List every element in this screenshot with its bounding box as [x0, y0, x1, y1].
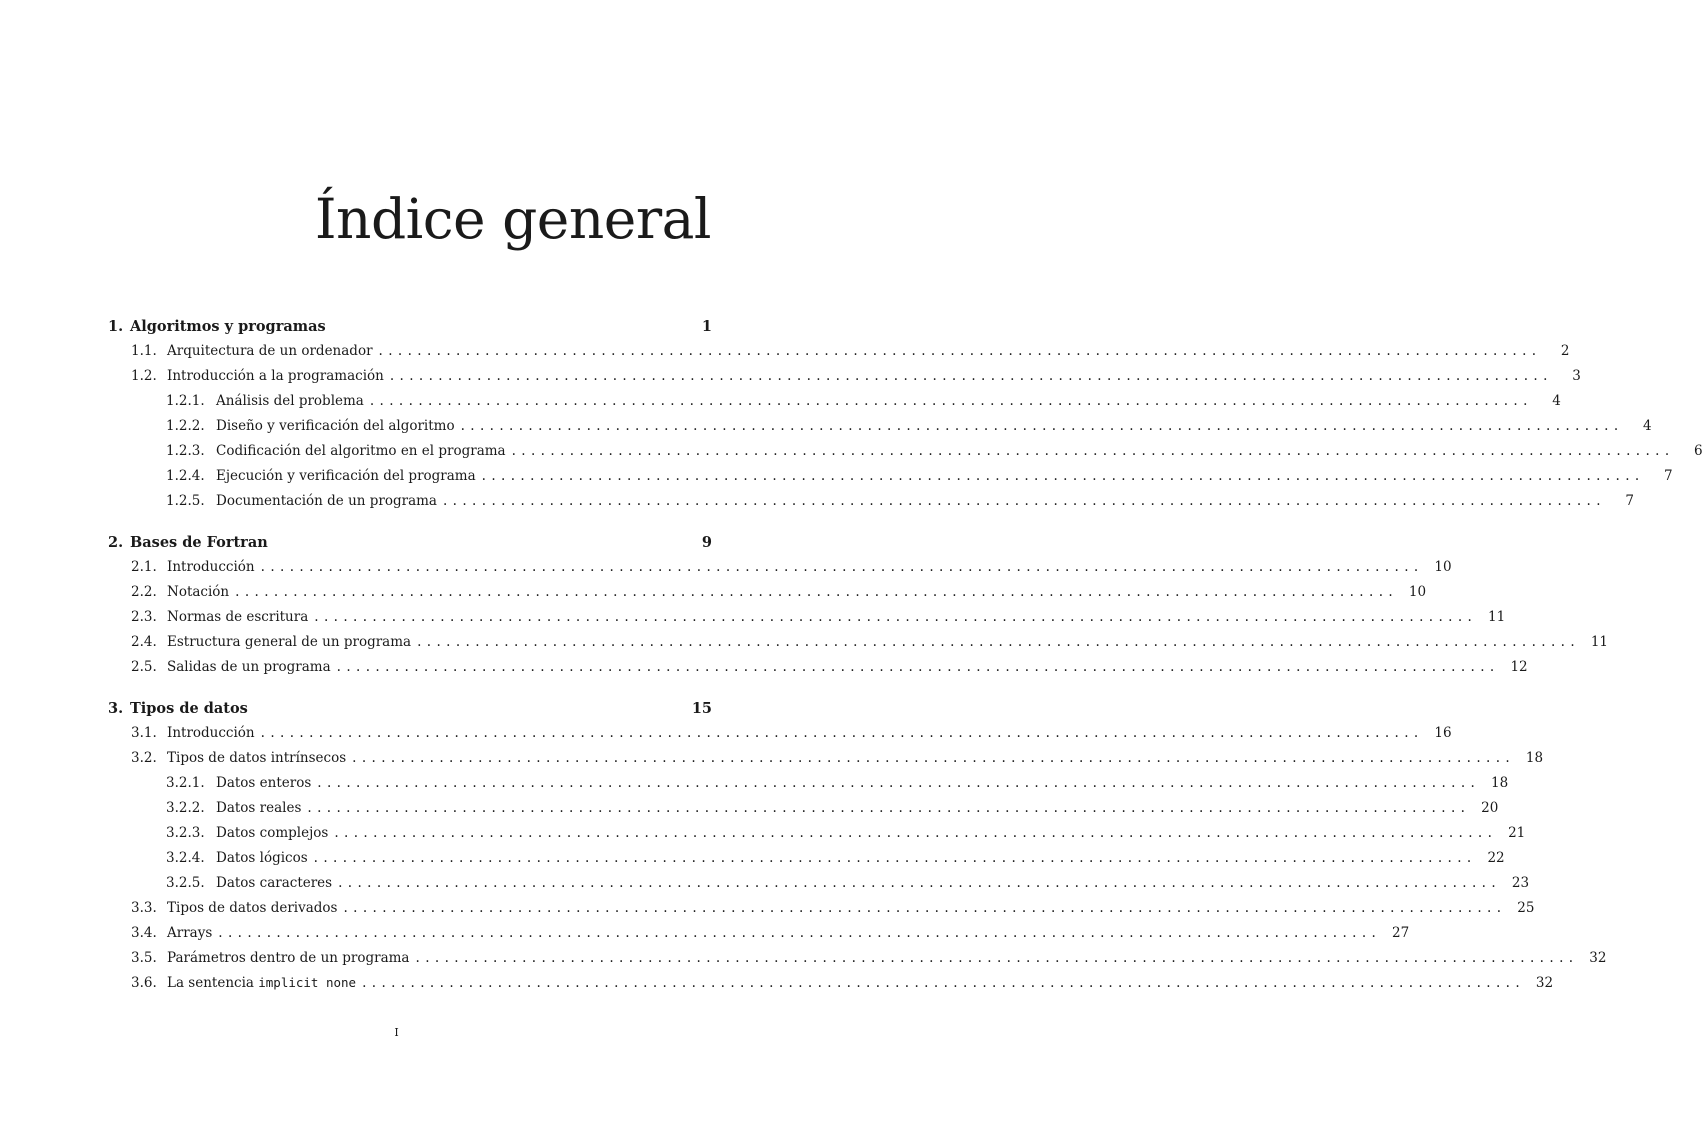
toc-entry-title-text: Introducción a la programación [167, 368, 384, 384]
toc-chapter-title: Tipos de datos [130, 700, 248, 717]
toc-entry-title [167, 900, 337, 916]
toc-entry-page: 2 [1560, 343, 1570, 359]
toc-dot-leader: ........................................................................................................................ [362, 975, 1526, 991]
toc-section-entry[interactable] [108, 634, 1609, 659]
toc-chapter-number: 3. [108, 700, 124, 717]
toc-entry-title-text: Salidas de un programa [167, 659, 331, 675]
toc-entry-number: 1.2. [131, 368, 157, 384]
toc-entry-title [216, 775, 311, 791]
toc-entry-title-text: Tipos de datos intrínsecos [167, 750, 347, 766]
toc-entry-title [167, 634, 411, 650]
page-number: I [394, 1026, 399, 1039]
toc-dot-leader: ........................................................................................................................ [369, 393, 1533, 409]
toc-dot-leader: ........................................................................................................................ [336, 659, 1500, 675]
toc-entry-title [167, 609, 308, 625]
toc-entry-title-text: Ejecución y verificación del programa [216, 468, 476, 484]
toc-entry-title [167, 750, 346, 766]
toc-dot-leader: ........................................................................................................................ [389, 368, 1553, 384]
toc-entry-title [167, 343, 373, 359]
toc-entry-number: 3.6. [131, 975, 157, 991]
toc-entry-title [216, 850, 308, 866]
toc-section-entry[interactable] [108, 900, 1535, 925]
toc-chapter-title: Algoritmos y programas [130, 318, 326, 335]
toc-entry-code: implicit none [258, 975, 357, 990]
toc-section-entry[interactable] [108, 609, 1506, 634]
toc-chapter-page: 15 [691, 700, 712, 717]
toc-entry-title [216, 875, 332, 891]
toc-entry-title [167, 725, 255, 741]
toc-entry-title-text: Documentación de un programa [216, 493, 437, 509]
toc-entry-title-text: Parámetros dentro de un programa [167, 950, 410, 966]
toc-entry-title [167, 975, 356, 991]
toc-entry-title [216, 493, 437, 509]
toc-entry-number: 3.4. [131, 925, 157, 941]
toc-entry-page: 25 [1517, 900, 1535, 916]
toc-entry-page: 18 [1491, 775, 1509, 791]
toc-entry-page: 18 [1525, 750, 1544, 766]
toc-entry-page: 4 [1552, 393, 1561, 409]
toc-section-entry[interactable] [108, 659, 1528, 684]
toc-entry-number: 2.2. [131, 584, 157, 600]
toc-section-entry[interactable] [108, 750, 1544, 775]
toc-entry-page: 10 [1408, 584, 1427, 600]
toc-chapter-entry[interactable] [108, 534, 712, 559]
toc-dot-leader: ........................................................................................................................ [314, 609, 1478, 625]
toc-entry-page: 11 [1488, 609, 1506, 625]
toc-subsection-entry[interactable] [108, 775, 1509, 800]
toc-subsection-entry[interactable] [108, 800, 1499, 825]
toc-dot-leader: ........................................................................................................................ [352, 750, 1516, 766]
toc-entry-title-text: Introducción [167, 559, 255, 575]
toc-section-entry[interactable] [108, 950, 1607, 975]
toc-entry-page: 22 [1487, 850, 1505, 866]
page-title: Índice general [314, 187, 711, 251]
toc-entry-number: 3.2.4. [166, 850, 205, 866]
toc-chapter-entry[interactable] [108, 700, 712, 725]
toc-entry-number: 1.2.3. [166, 443, 205, 459]
toc-entry-number: 3.2.1. [166, 775, 205, 791]
toc-dot-leader: ........................................................................................................................ [415, 950, 1579, 966]
toc-subsection-entry[interactable] [108, 850, 1505, 875]
toc-dot-leader: ........................................................................................................................ [417, 634, 1581, 650]
toc-dot-leader: ........................................................................................................................ [260, 725, 1424, 741]
toc-entry-title [216, 825, 328, 841]
toc-chapter-number: 2. [108, 534, 124, 551]
toc-entry-number: 1.2.2. [166, 418, 205, 434]
toc-entry-number: 1.2.1. [166, 393, 205, 409]
toc-entry-number: 2.3. [131, 609, 157, 625]
toc-entry-page: 3 [1572, 368, 1581, 384]
toc-dot-leader: ........................................................................................................................ [343, 900, 1507, 916]
toc-dot-leader: ........................................................................................................................ [307, 800, 1471, 816]
toc-entry-number: 1.2.4. [166, 468, 205, 484]
toc-subsection-entry[interactable] [108, 875, 1530, 900]
toc-entry-title-text: Datos complejos [216, 825, 329, 841]
toc-dot-leader: ........................................................................................................................ [442, 493, 1606, 509]
toc-chapter-number: 1. [108, 318, 124, 335]
toc-entry-title [167, 584, 229, 600]
toc-chapter-block [108, 318, 1703, 518]
toc-dot-leader: ........................................................................................................................ [317, 775, 1481, 791]
toc-entry-title [216, 418, 455, 434]
toc-entry-title [167, 925, 212, 941]
toc-entry-title [216, 800, 301, 816]
toc-entry-number: 1.1. [131, 343, 157, 359]
toc-chapter-block [108, 534, 1609, 684]
toc-entry-page: 12 [1510, 659, 1528, 675]
toc-chapter-page: 1 [701, 318, 712, 335]
toc-entry-title [167, 559, 255, 575]
toc-dot-leader: ........................................................................................................................ [511, 443, 1675, 459]
toc-subsection-entry[interactable] [108, 825, 1526, 850]
toc-dot-leader: ........................................................................................................................ [235, 584, 1399, 600]
toc-entry-title-text: Introducción [167, 725, 255, 741]
toc-entry-page: 23 [1511, 875, 1530, 891]
toc-entry-title [216, 443, 506, 459]
toc-section-entry[interactable] [108, 975, 1554, 1000]
toc-entry-number: 2.5. [131, 659, 157, 675]
toc-dot-leader: ........................................................................................................................ [378, 343, 1542, 359]
toc-dot-leader: ........................................................................................................................ [218, 925, 1382, 941]
toc-entry-title-text: Arrays [167, 925, 213, 941]
toc-chapter-block [108, 700, 1607, 1000]
toc-entry-page: 7 [1625, 493, 1634, 509]
toc-dot-leader: ........................................................................................................................ [260, 559, 1424, 575]
toc-dot-leader: ........................................................................................................................ [334, 825, 1498, 841]
toc-entry-title-text: Notación [167, 584, 230, 600]
toc-entry-number: 3.3. [131, 900, 157, 916]
toc-entry-title [167, 659, 331, 675]
toc-section-entry[interactable] [108, 368, 1581, 393]
toc-entry-title-text: Diseño y verificación del algoritmo [216, 418, 455, 434]
toc-entry-title-text: Datos reales [216, 800, 302, 816]
toc-section-entry[interactable] [108, 343, 1570, 368]
toc-entry-number: 3.2.3. [166, 825, 205, 841]
toc-entry-title-text: Análisis del problema [216, 393, 364, 409]
toc-subsection-entry[interactable] [108, 443, 1703, 468]
toc-entry-page: 6 [1693, 443, 1703, 459]
toc-entry-number: 3.2. [131, 750, 157, 766]
toc-entry-title-text: Codificación del algoritmo en el programa [216, 443, 506, 459]
toc-subsection-entry[interactable] [108, 393, 1561, 418]
toc-dot-leader: ........................................................................................................................ [338, 875, 1502, 891]
toc-section-entry[interactable] [108, 725, 1452, 750]
toc-entry-page: 4 [1642, 418, 1652, 434]
toc-chapter-entry[interactable] [108, 318, 712, 343]
toc-entry-title-text: Normas de escritura [167, 609, 309, 625]
toc-entry-title [167, 950, 410, 966]
toc-entry-page: 20 [1481, 800, 1499, 816]
toc-entry-number: 3.1. [131, 725, 157, 741]
toc-chapter-page: 9 [701, 534, 712, 551]
toc-entry-title-text: Estructura general de un programa [167, 634, 412, 650]
toc-entry-number: 1.2.5. [166, 493, 205, 509]
toc-entry-title-text: Datos caracteres [216, 875, 333, 891]
toc-subsection-entry[interactable] [108, 493, 1634, 518]
toc-dot-leader: ........................................................................................................................ [313, 850, 1477, 866]
toc-entry-number: 3.2.2. [166, 800, 205, 816]
toc-entry-page: 7 [1664, 468, 1673, 484]
toc-entry-title [167, 368, 384, 384]
toc-entry-number: 2.4. [131, 634, 157, 650]
toc-entry-page: 21 [1508, 825, 1526, 841]
toc-entry-page: 32 [1535, 975, 1554, 991]
toc-entry-number: 3.5. [131, 950, 157, 966]
toc-entry-page: 10 [1434, 559, 1452, 575]
toc-entry-title [216, 393, 364, 409]
toc-subsection-entry[interactable] [108, 418, 1652, 443]
toc-entry-page: 27 [1392, 925, 1410, 941]
toc-entry-title-text: Arquitectura de un ordenador [167, 343, 373, 359]
toc-section-entry[interactable] [108, 559, 1452, 584]
toc-entry-title-text: Datos enteros [216, 775, 312, 791]
toc-dot-leader: ........................................................................................................................ [481, 468, 1645, 484]
toc-entry-page: 16 [1434, 725, 1452, 741]
toc-section-entry[interactable] [108, 584, 1427, 609]
toc-section-entry[interactable] [108, 925, 1410, 950]
toc-entry-title-text: Datos lógicos [216, 850, 308, 866]
toc-dot-leader: ........................................................................................................................ [460, 418, 1624, 434]
toc-subsection-entry[interactable] [108, 468, 1673, 493]
toc-entry-title [216, 468, 476, 484]
toc-entry-number: 2.1. [131, 559, 157, 575]
toc-chapter-title: Bases de Fortran [130, 534, 268, 551]
toc-entry-title-text: Tipos de datos derivados [167, 900, 338, 916]
toc-entry-page: 11 [1590, 634, 1609, 650]
toc-entry-title-text: La sentencia [167, 975, 259, 991]
toc-entry-number: 3.2.5. [166, 875, 205, 891]
toc-entry-page: 32 [1589, 950, 1607, 966]
table-of-contents [108, 318, 1703, 1016]
